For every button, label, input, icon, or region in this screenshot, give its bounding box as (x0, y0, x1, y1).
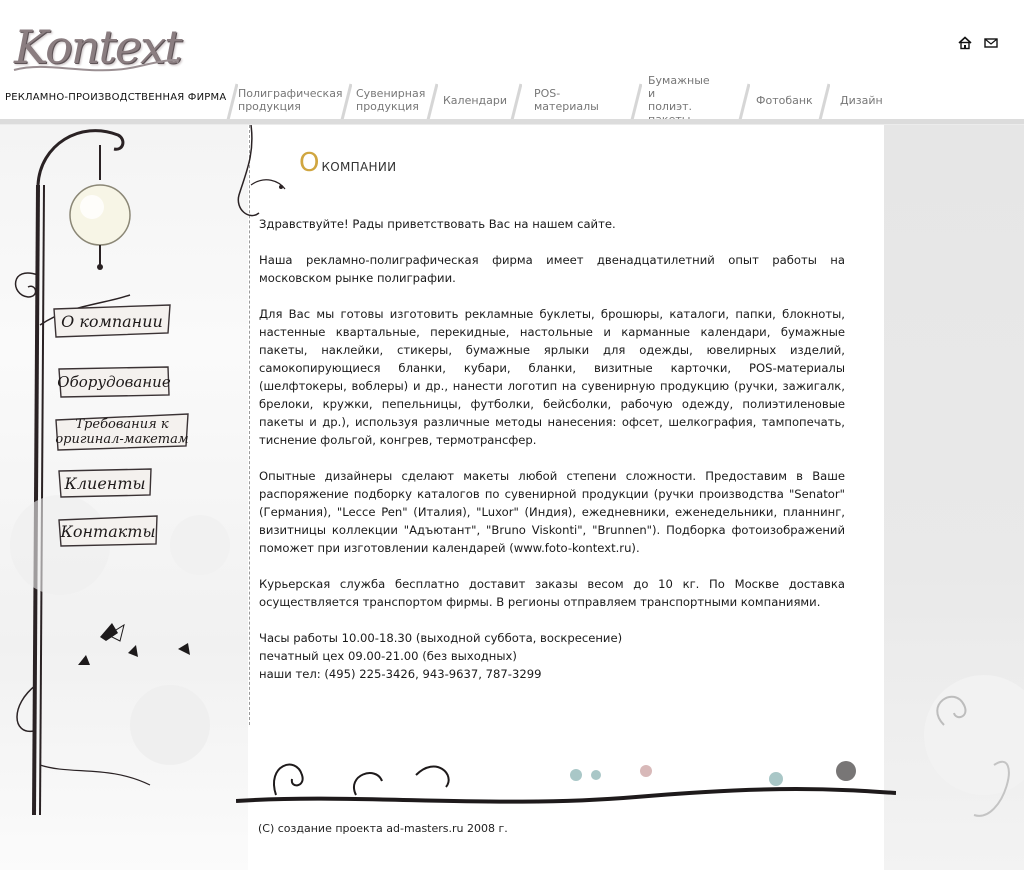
paragraph: Для Вас мы готовы изготовить рекламные буклеты, брошюры, каталоги, папки, блокноты, настенные квартальные, перекидные, настольные и карманные календари, бумажные пакеты, наклейки, стикеры, бумажные ярлыки для одежды, ювелирных изделий, самокопирующиеся бланки, кубари, бланки, визитные карточки, POS-материалы (шелфтокеры, воблеры) и др., нанести логотип на сувенирную продукцию (ручки, зажигалк, брелоки, кружки, пепельницы, футболки, бейсболки, рабочую одежду, полиэтиленовые пакеты и др.), используя различные методы нанесения: офсет, шелкография, тампопечать, тиснение фольгой, конгрев, термотрансфер. (259, 307, 845, 447)
page-title-initial: О (299, 148, 320, 178)
paragraph: Наша рекламно-полиграфическая фирма имеет двенадцатилетний опыт работы на московском рынке полиграфии. (259, 253, 845, 285)
working-hours: Часы работы 10.00-18.30 (выходной суббота, воскресение) (259, 631, 623, 645)
side-menu-item-about[interactable] (50, 303, 174, 339)
nav-item-pos-materials[interactable]: POS-материалы (534, 87, 599, 113)
phone-numbers: наши тел: (495) 225-3426, 943-9637, 787-3299 (259, 667, 542, 681)
side-menu-label: Оборудование (57, 372, 171, 391)
home-icon[interactable] (958, 36, 972, 50)
nav-separator (226, 82, 238, 122)
side-menu-item-equipment[interactable] (56, 365, 172, 399)
nav-item-calendars[interactable]: Календари (443, 93, 508, 107)
nav-item-polygraphy[interactable]: Полиграфическая продукция (238, 87, 343, 113)
nav-separator (630, 82, 642, 122)
tagline: РЕКЛАМНО-ПРОИЗВОДСТВЕННАЯ ФИРМА (5, 92, 227, 103)
nav-separator (340, 82, 352, 122)
nav-separator (818, 82, 830, 122)
nav-separator (738, 82, 750, 122)
side-menu-label: Требования к оригинал-макетам (55, 417, 189, 447)
logo-swoosh (10, 58, 180, 78)
paragraph: Курьерская служба бесплатно доставит заказы весом до 10 кг. По Москве доставка осуществляется транспортом фирмы. В регионы отправляем транспортными компаниями. (259, 577, 845, 609)
nav-item-design[interactable]: Дизайн (840, 93, 883, 107)
header (0, 0, 1024, 125)
about-text (259, 215, 845, 683)
corner-ornament (235, 125, 295, 225)
page-title-text: КОМПАНИИ (321, 160, 397, 174)
side-menu (0, 125, 248, 870)
side-menu-label: Клиенты (64, 473, 146, 493)
nav-item-photobank[interactable]: Фотобанк (756, 93, 813, 107)
right-decorative-panel (884, 125, 1024, 870)
side-menu-item-requirements[interactable] (52, 412, 192, 452)
nav-item-souvenirs[interactable]: Сувенирная продукция (356, 87, 426, 113)
paragraph: Опытные дизайнеры сделают макеты любой степени сложности. Предоставим в Ваше распоряжение подборку каталогов по сувенирной продукции (ручки производства "Senator" (Германия), "Lecce Pen" (Италия), "Luxor" (Индия), ежедневники, еженедельники, планнинг, визитницы коллекции "Адъютант", "Bruno Viskonti", "Brunnen"). Подборка фотоизображений поможет при изготовлении календарей (www.foto-kontext.ru). (259, 469, 845, 555)
logo[interactable]: Kontext (14, 20, 181, 74)
floral-decoration (884, 125, 1024, 870)
side-menu-item-clients[interactable] (56, 467, 154, 499)
nav-separator (510, 82, 522, 122)
mail-icon[interactable] (984, 36, 998, 50)
side-menu-label: Контакты (60, 521, 156, 541)
page-title (299, 145, 396, 177)
print-shop-hours: печатный цех 09.00-21.00 (без выходных) (259, 649, 517, 663)
bottom-vine-decoration (236, 735, 896, 815)
nav-separator (426, 82, 438, 122)
side-menu-item-contacts[interactable] (56, 514, 160, 548)
top-icons (958, 36, 998, 50)
footer-credit: (C) создание проекта ad-masters.ru 2008 г. (258, 822, 508, 835)
paragraph: Здравствуйте! Рады приветствовать Вас на нашем сайте. (259, 217, 616, 231)
nav-item-packages[interactable]: Бумажные и полиэт. (648, 74, 710, 113)
side-menu-label: О компании (61, 311, 163, 331)
